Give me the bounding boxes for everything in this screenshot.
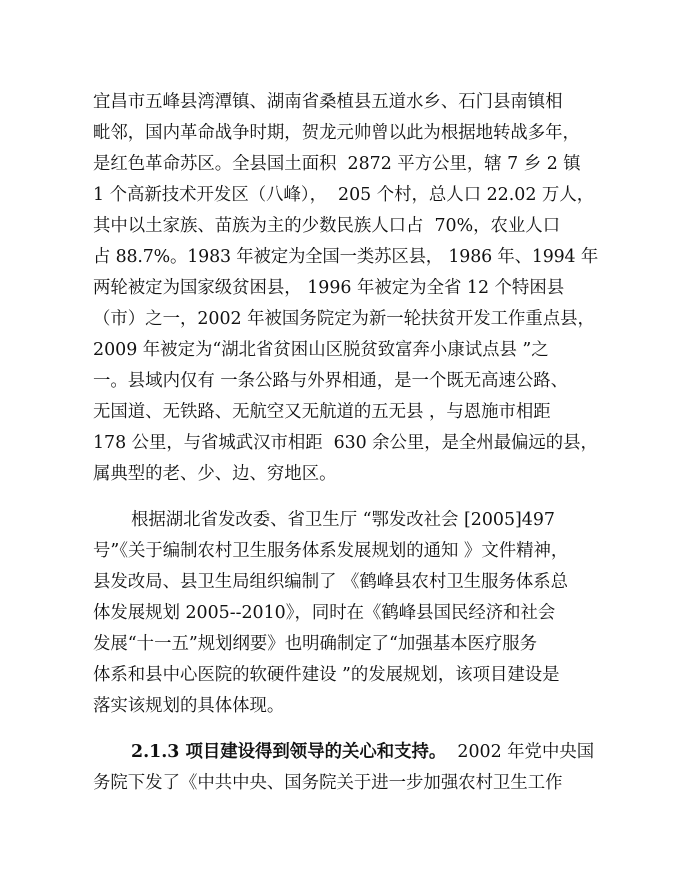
text-line: 属典型的老、少、边、穷地区。 — [93, 464, 337, 484]
heading-line-rest: 2002 年党中央国 — [446, 742, 595, 762]
text-line: 宜昌市五峰县湾潭镇、湖南省桑植县五道水乡、石门县南镇相 — [93, 92, 563, 112]
text-line: 号”《关于编制农村卫生服务体系发展规划的通知 》文件精神， — [93, 541, 569, 561]
section-heading-line — [131, 737, 680, 768]
text-line: 无国道、无铁路、无航空又无航道的五无县 ，与恩施市相距 — [93, 402, 551, 422]
section-heading: 2.1.3 项目建设得到领导的关心和支持。 — [131, 742, 447, 762]
text-line: 一。县域内仅有 一条公路与外界相通，是一个既无高速公路、 — [93, 371, 569, 391]
text-line: 体系和县中心医院的软硬件建设 ”的发展规划，该项目建设是 — [93, 665, 560, 685]
text-line: （市）之一，2002 年被国务院定为新一轮扶贫开发工作重点县， — [93, 309, 595, 329]
text-line: 是红色革命苏区。全县国土面积 2872 平方公里，辖 7 乡 2 镇 — [93, 154, 581, 174]
text-line: 178 公里，与省城武汉市相距 630 余公里，是全州最偏远的县， — [93, 433, 598, 453]
text-line: 2009 年被定为“湖北省贫困山区脱贫致富奔小康试点县 ”之 — [93, 340, 549, 360]
text-line: 县发改局、县卫生局组织编制了 《鹤峰县农村卫生服务体系总 — [93, 572, 569, 592]
text-line: 落实该规划的具体体现。 — [93, 696, 285, 716]
text-line: 其中以土家族、苗族为主的少数民族人口占 70%，农业人口 — [93, 216, 561, 236]
text-line: 体发展规划 2005--2010》，同时在《鹤峰县国民经济和社会 — [93, 603, 556, 623]
text-line: 两轮被定为国家级贫困县， 1996 年被定为全省 12 个特困县 — [93, 278, 565, 298]
text-line: 占 88.7%。1983 年被定为全国一类苏区县， 1986 年、1994 年 — [93, 247, 599, 267]
text-line: 发展“十一五”规划纲要》也明确制定了“加强基本医疗服务 — [93, 634, 538, 654]
text-line: 务院下发了《中共中央、国务院关于进一步加强农村卫生工作 — [93, 773, 563, 793]
text-line: 1 个高新技术开发区（八峰）， 205 个村，总人口 22.02 万人， — [93, 185, 595, 205]
text-line: 根据湖北省发改委、省卫生厅 “鄂发改社会 [2005]497 — [131, 510, 556, 530]
text-line: 毗邻，国内革命战争时期，贺龙元帅曾以此为根据地转战多年， — [93, 123, 580, 143]
